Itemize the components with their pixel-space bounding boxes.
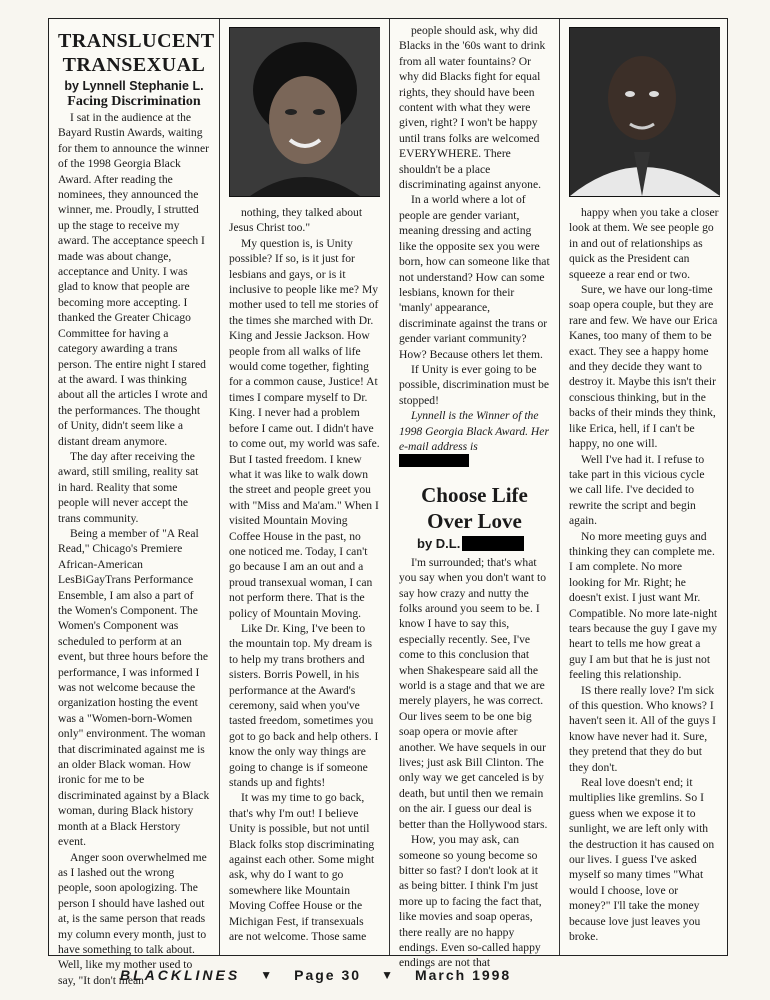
author-photo-man [569,27,720,197]
paragraph: Being a member of "A Real Read," Chicago's Premiere African-American LesBiGayTrans Performance Ensemble, I am also a part of the Women's Component. The Women's Component was scheduled to perform at an event, but three hours before the performance, I was informed I was not welcome because the organization hosting the event was a "Women-born-Women only" environment. The woman that discriminated against me is an older Black woman. How ironic for me to be discriminated against by a Black woman, during Black history month at a Black Herstory event. [58,526,210,849]
title-line-2: TRANSEXUAL [62,54,206,76]
paragraph: I sat in the audience at the Bayard Rustin Awards, waiting for them to announce the winner of the 1998 Georgia Black Award. After reading the nominees, they announced the winner, me. Proudly, I strutted up the stage to receive my award. The acceptance speech I made was about change, acceptance and Unity. I was glad to know that people are becoming more accepting. I thanked the Greater Chicago Committee for having a category awarding a trans person. The entire night I stared at the award. I was thinking about all the articles I wrote and the performances. The thought of Unity, didn't seem like a distant dream anymore. [58,111,209,448]
paragraph: Sure, we have our long-time soap opera couple, but they are rare and few. We have our Erica Kanes, too many of them to be exact. They see a happy home and they decide they want to destroy it. Maybe this isn't their conscious thinking, but in the backs of their minds they think, like Erica, hell, if I can't be happy, no one will. [569,283,718,451]
article2-title [399,482,550,534]
separator-icon: ▼ [381,968,395,982]
paragraph: No more meeting guys and thinking they can complete me. I am complete. No more looking for Mr. Right; he doesn't exist. I just want Mr. Compatible. No more late-night tears because the guy I gave my heart to tells me how great a guy I am but that he is just not feeling this relationship. [569,529,718,682]
redacted-name [462,536,524,551]
issue-date: March 1998 [414,967,512,983]
paragraph: In a world where a lot of people are gender variant, meaning dressing and acting like the opposite sex you were born, how can someone like that not understand? How can some lesbians, known for their 'manly' appearance, discriminate against the trans or gender variant community? How? Because others let them. [399,193,550,361]
column-3 [389,19,559,970]
paragraph: Like Dr. King, I've been to the mountain top. My dream is to help my trans brothers and sisters. Borris Powell, in his performance at the Award's ceremony, said when you've tasted freedom, sometimes you got to go back and help others. I know the only way things are going to change is if someone stands up and fights! [229,621,379,790]
paragraph: nothing, they talked about Jesus Christ too." [229,206,363,235]
paragraph: IS there really love? I'm sick of this question. Who knows? I haven't seen it. All of the guys I know have never had it. Sure, they pretend that they do but they don't. [569,683,716,774]
article1-byline: by Lynnell Stephanie L. [64,79,204,93]
paragraph: My question is, is Unity possible? If so, is it just for lesbians and gays, or is it inclusive to people like me? My mother used to tell me stories of the times she marched with Dr. King and Jessie Jackson. How people from all walks of life would come together, fighting for a common cause, Justice! At times I compare myself to Dr. King. I never had a problem before I came out. I didn't have to come out, my world was safe. But I tasted freedom. I knew what it was like to walk down the street and people greet you with "Miss and Ma'am." When I visited Mountain Moving Coffee House in the past, no one noticed me. Today, I can't go because I am an out and a proud transexual woman, I can not perform there. That is the policy of Mountain Moving. [229,236,380,620]
paragraph: If Unity is ever going to be possible, discrimination must be stopped! [399,362,550,407]
title-line-1: Choose Life [421,482,528,507]
page-footer [48,962,728,988]
title-line-1: TRANSLUCENT [58,30,215,52]
article1-subhead: Facing Discrimination [67,94,201,109]
author-note-text: Lynnell is the Winner of the 1998 Georgia Black Award. Her e-mail address is [399,409,549,453]
title-line-2: Over Love [427,508,522,533]
column-2 [219,19,389,955]
redacted-email [399,454,469,467]
column-4 [559,19,729,955]
page-number: Page 30 [294,967,362,983]
author-note [399,408,550,470]
paragraph: How, you may ask, can someone so young become so bitter so fast? I don't look at it as being bitter. I think I'm just more up to facing the fact that, like movies and soap operas, there really are no happy endings. Even so-called happy endings are not that [399,833,542,970]
separator-icon: ▼ [260,968,275,982]
author-photo-woman [229,27,380,197]
paragraph: It was my time to go back, that's why I'm out! I believe Unity is possible, but not until Black folks stop discriminating against each other. Some might ask, why do I want to go somewhere like Mountain Moving Coffee House or the Michigan Fest, if transexuals are not welcome. Those same [229,791,375,944]
paragraph: happy when you take a closer look at them. We see people go in and out of relationships as quick as the President can squeeze a rear end or two. [569,206,719,281]
paragraph: Well I've had it. I refuse to take part in this vicious cycle we call life. I've decided to rewrite the script and begin again. [569,452,705,528]
publication-name: BLACKLINES [120,967,241,983]
article1-title [58,29,215,77]
byline-text: by D.L. [417,535,461,551]
paragraph: The day after receiving the award, still smiling, reality sat in hard. Reality that some people will never accept the trans community. [58,449,199,525]
paragraph: Anger soon overwhelmed me as I lashed out the wrong people, soon apologizing. The person I should have lashed out at, is the same person that reads my column every month, just to have something to talk about. Well, like my mother used to say, "It don't mean [58,850,207,987]
paragraph: people should ask, why did Blacks in the '60s want to drink from all water fountains? Or why did Blacks fight for equal rights, they should have been content with what they were given, right? I won't be happy until trans folks are welcomed EVERYWHERE. There shouldn't be a place discriminating against anyone. [399,24,546,192]
article2-byline [417,536,550,551]
paragraph: Real love doesn't end; it multiplies like gremlins. So I guess when we expose it to sunlight, we are left only with the destruction it has caused on our lives. I guess I've asked myself so many times "What would I choose, love or money?" I'll take the money because love just leaves you broke. [569,776,715,944]
paragraph: I'm surrounded; that's what you say when you don't want to say how crazy and nutty the folks around you seem to be. I know I have to say this, especially recently. See, I've come to this conclusion that when Shakespeare said all the world is a stage and that we are merely players, he was correct. Our lives seem to be one big soap opera or movie after another. We have sequels in our lives; just ask Bill Clinton. The only way we get canceled is by death, but until then we remain on the air. I guess our deal is better than the Hollywood stars. [399,555,548,831]
